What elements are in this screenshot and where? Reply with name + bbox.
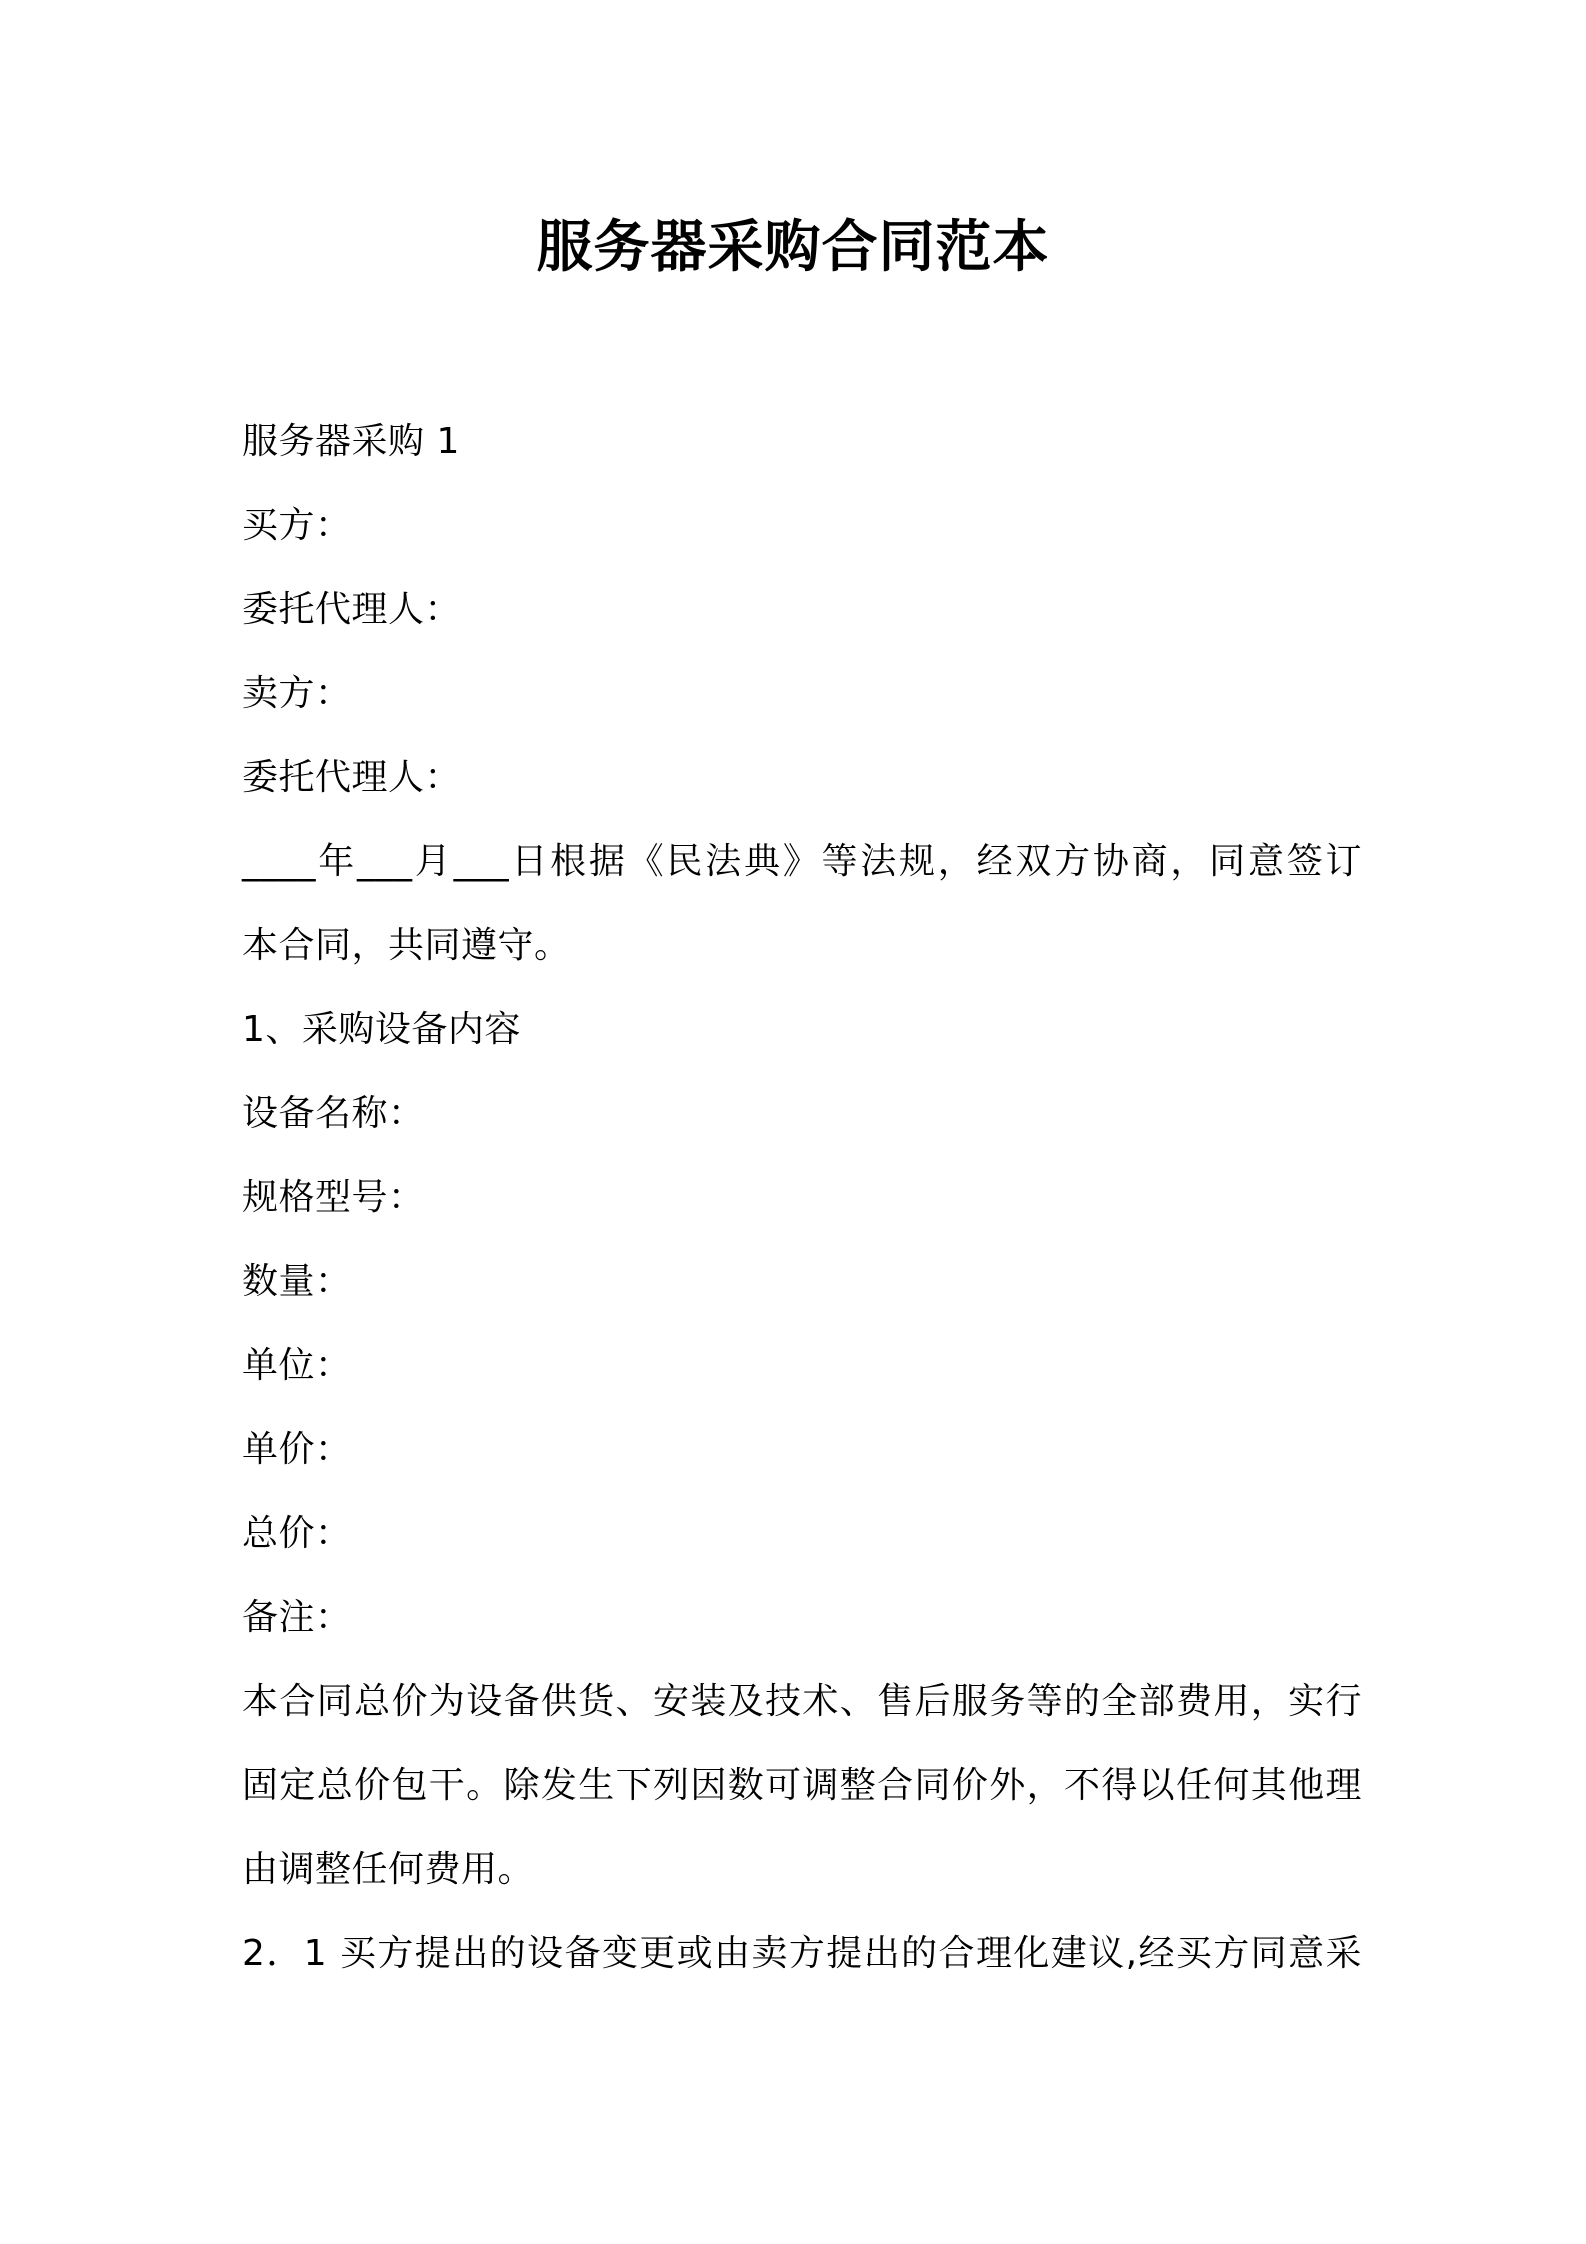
clause-2-1-line-1: 2．1 买方提出的设备变更或由卖方提出的合理化建议,经买方同意采: [242, 1933, 1362, 1974]
price-clause-line-2: 固定总价包干。除发生下列因数可调整合同价外，不得以任何其他理: [242, 1765, 1362, 1806]
price-clause-line-3: 由调整任何费用。: [242, 1849, 535, 1890]
total-price-field: 总价：: [242, 1513, 352, 1554]
model-spec-field: 规格型号：: [242, 1177, 425, 1218]
section-heading-server-purchase: 服务器采购 1: [242, 421, 460, 462]
document-body: [242, 400, 1362, 1996]
preamble-line-1: ____年___月___日根据《民法典》等法规，经双方协商，同意签订: [242, 841, 1362, 882]
unit-price-field: 单价：: [242, 1429, 352, 1470]
preamble-line-2: 本合同，共同遵守。: [242, 925, 571, 966]
section-heading-equipment: 1、采购设备内容: [242, 1009, 521, 1050]
unit-field: 单位：: [242, 1345, 352, 1386]
quantity-field: 数量：: [242, 1261, 352, 1302]
buyer-agent-field: 委托代理人：: [242, 589, 462, 630]
equipment-name-field: 设备名称：: [242, 1093, 425, 1134]
seller-agent-field: 委托代理人：: [242, 757, 462, 798]
document-title: 服务器采购合同范本: [536, 215, 1050, 280]
remarks-field: 备注：: [242, 1597, 352, 1638]
buyer-field: 买方：: [242, 505, 352, 546]
price-clause-line-1: 本合同总价为设备供货、安装及技术、售后服务等的全部费用，实行: [242, 1681, 1362, 1722]
seller-field: 卖方：: [242, 673, 352, 714]
